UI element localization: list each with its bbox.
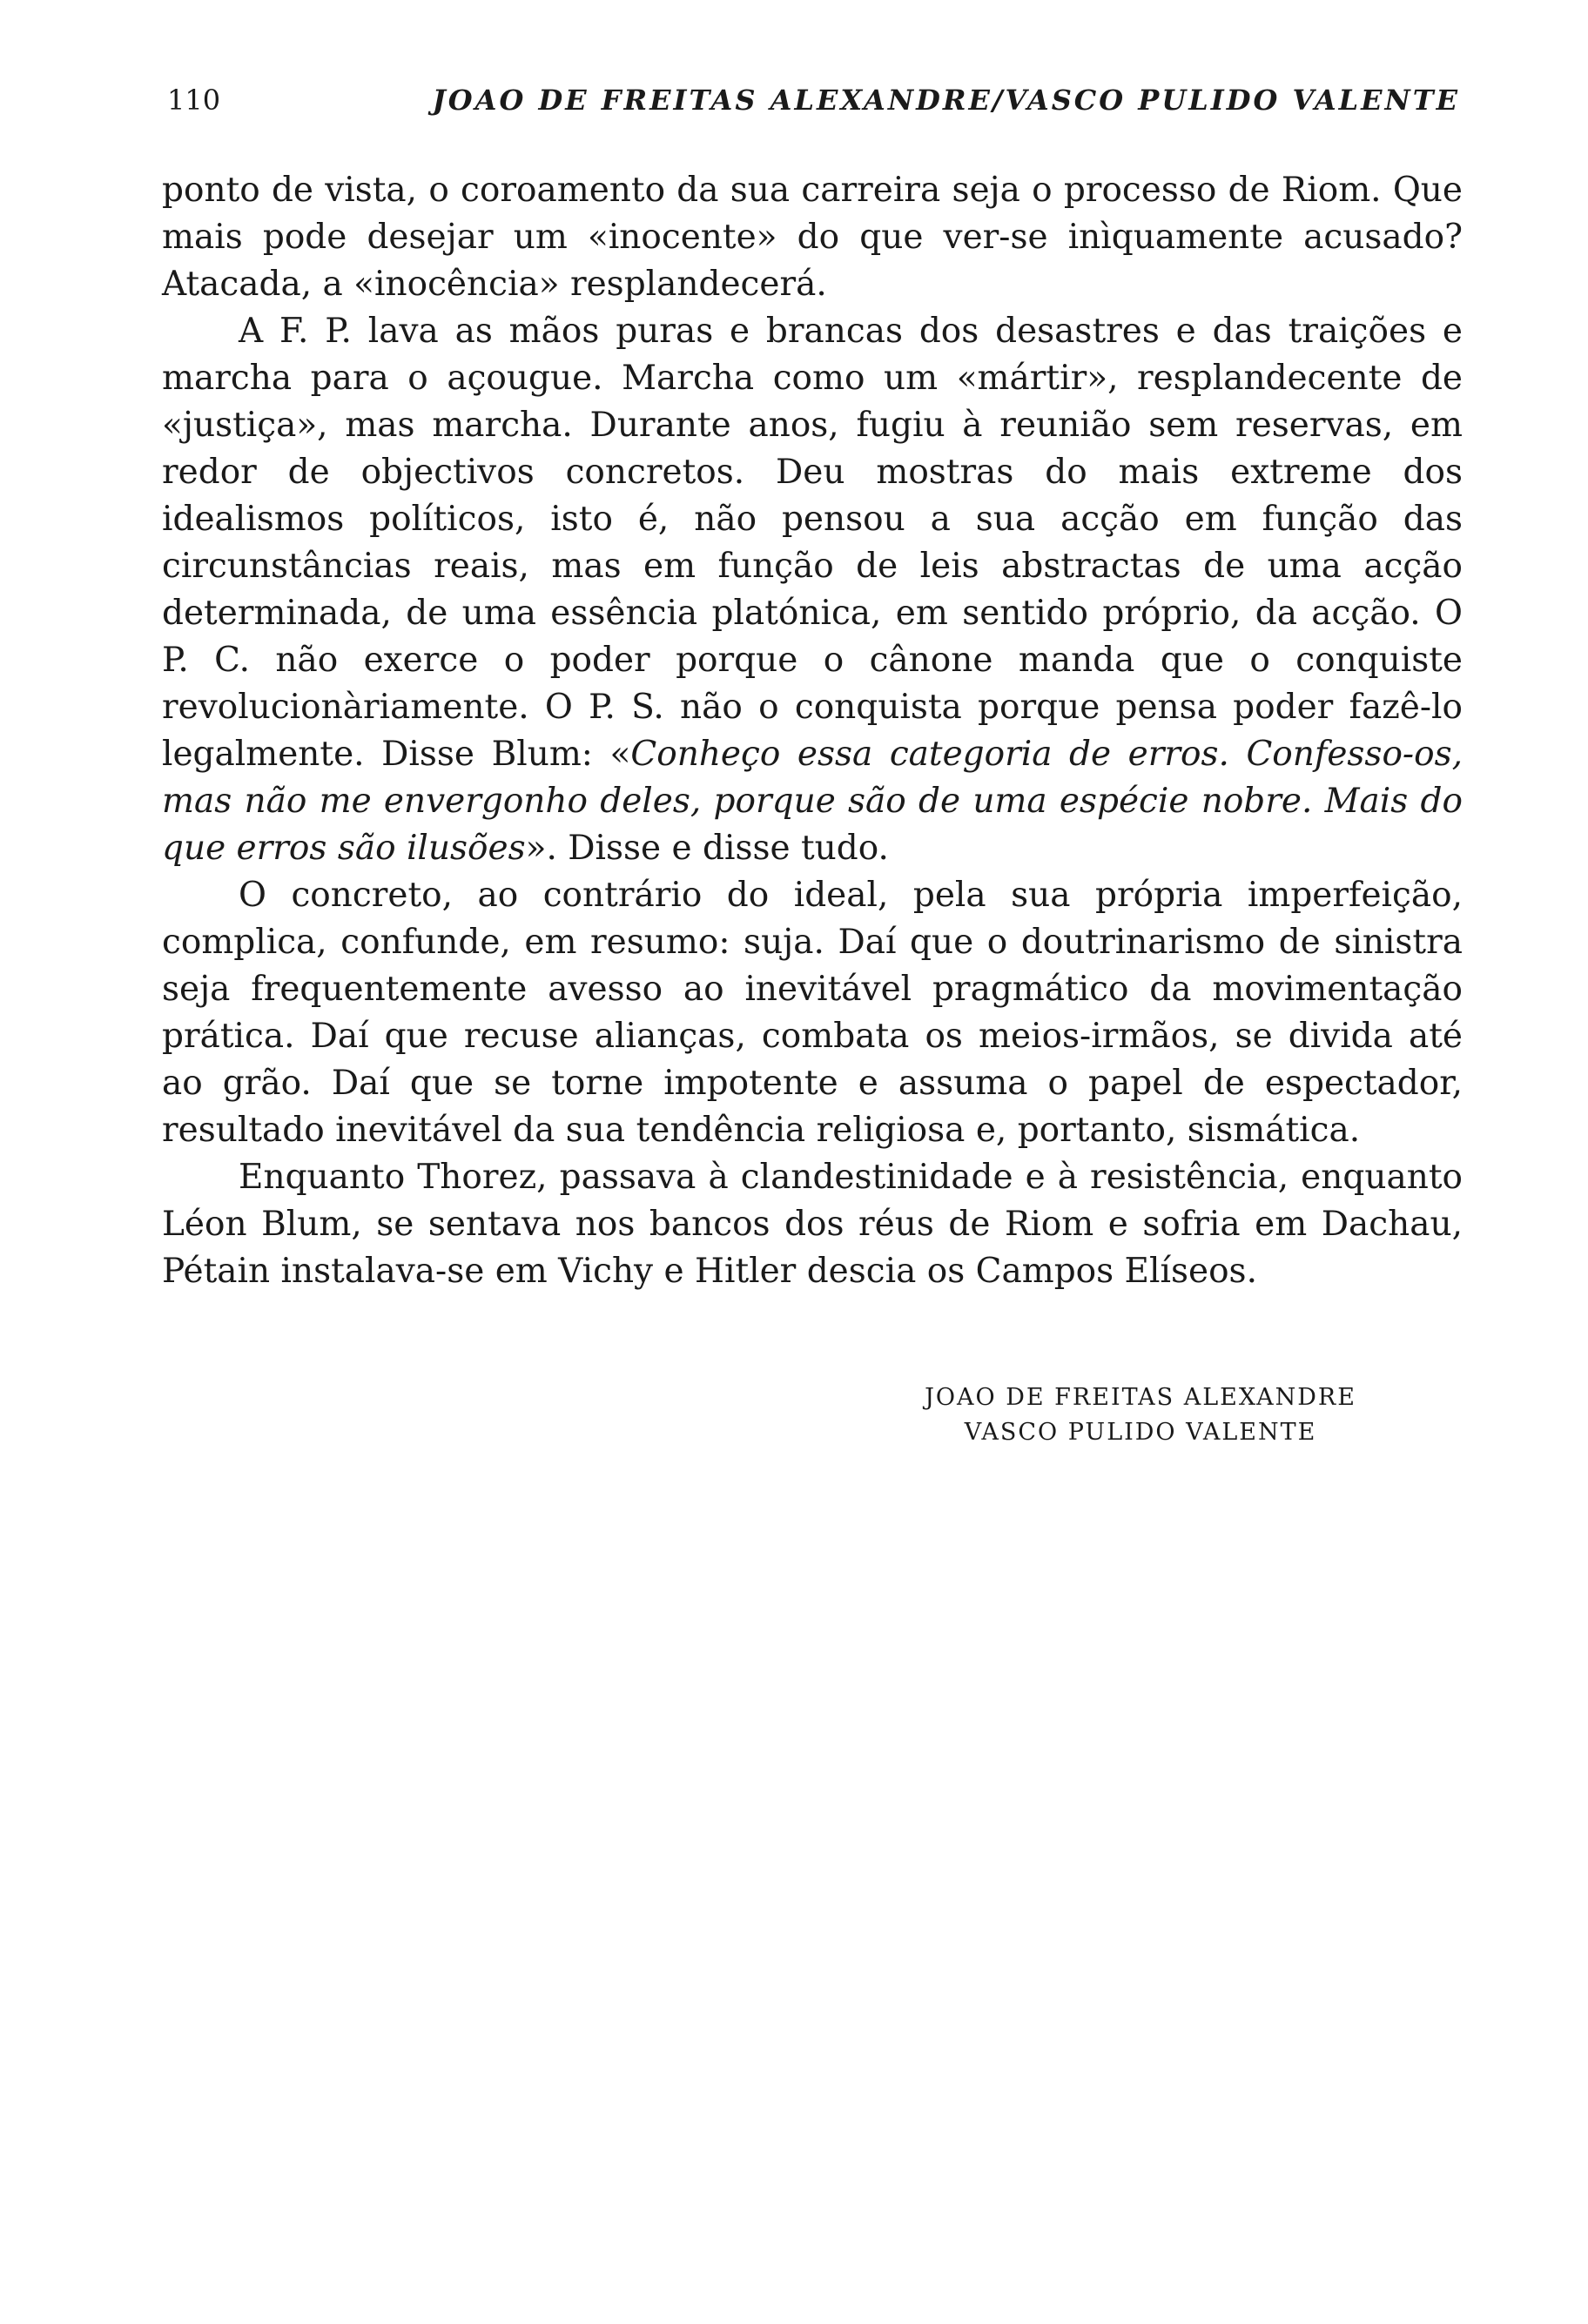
paragraph-concreto: O concreto, ao contrário do ideal, pela sua própria imperfeição, complica, confunde, em resumo: suja. Daí que o doutrinarismo de sinistra seja frequentemente avesso ao inevitável pragmático da movimentação prática. Daí que recuse alianças, combata os meios-irmãos, se divida até ao grão. Daí que se torne impotente e assuma o papel de espectador, resultado inevitável da sua tendência religiosa e, portanto, sismática. — [162, 876, 1463, 1150]
author-signature — [871, 1380, 1410, 1450]
paragraph-continuation: ponto de vista, o coroamento da sua carreira seja o processo de Riom. Que mais pode desejar um «inocente» do que ver-se inìquamente acusado? Atacada, a «inocência» resplandecerá. — [162, 171, 1463, 304]
body-text — [162, 167, 1463, 1295]
page-number: 110 — [167, 84, 221, 117]
running-head — [167, 78, 1460, 122]
quote-intro: Disse Blum: « — [381, 735, 631, 774]
blum-quote: Conheço essa categoria de erros. Confesso-os, mas não me envergonho deles, porque são de uma espécie nobre. Mais do que erros são ilusões — [162, 735, 1463, 868]
paragraph-fp-text: A F. P. lava as mãos puras e brancas dos desastres e das traições e marcha para o açougue. Marcha como um «mártir», resplandecente de «justiça», mas marcha. Durante anos, fugiu à reunião sem reservas, em redor de objectivos concretos. Deu mostras do mais extreme dos idealismos políticos, isto é, não pensou a sua acção em função das circunstâncias reais, mas em função de leis abstractas de uma acção determinada, de uma essência platónica, em sentido próprio, da acção. O P. C. não exerce o poder porque o cânone manda que o conquiste revolucionàriamente. O P. S. não o conquista porque pensa poder fazê-lo legalmente. — [162, 312, 1463, 774]
signature-line-1: JOAO DE FREITAS ALEXANDRE — [925, 1384, 1356, 1411]
quote-outro: ». Disse e disse tudo. — [525, 829, 889, 868]
running-title: JOAO DE FREITAS ALEXANDRE/VASCO PULIDO VALENTE — [432, 84, 1460, 117]
signature-line-2: VASCO PULIDO VALENTE — [964, 1419, 1317, 1446]
paragraph-thorez: Enquanto Thorez, passava à clandestinidade e à resistência, enquanto Léon Blum, se sentava nos bancos dos réus de Riom e sofria em Dachau, Pétain instalava-se em Vichy e Hitler descia os Campos Elíseos. — [162, 1158, 1463, 1291]
paragraph-fp — [162, 308, 1463, 872]
